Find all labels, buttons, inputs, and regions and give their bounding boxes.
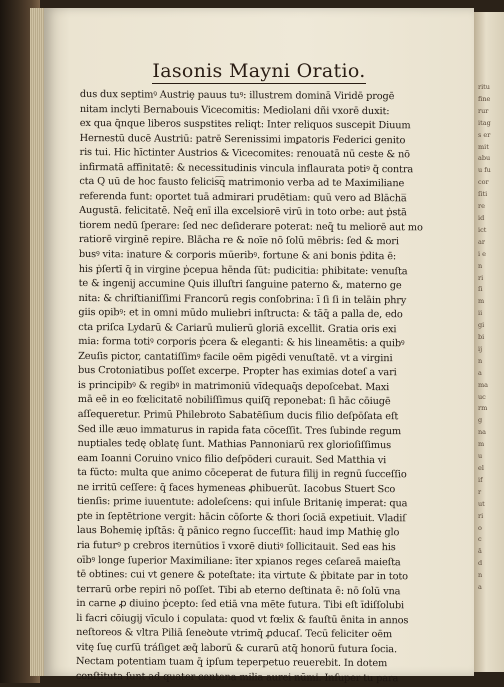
facing-fragment: if [478, 475, 483, 484]
facing-page-text [474, 12, 504, 594]
text-line: te & ingenij accumine Quis illuſtri ſanguine paterno &, materno ge [78, 278, 402, 292]
text-line: Augustā. felicitatē. Neq̄ enī illa excelsiorē virū in toto orbe: aut ṗstā [79, 205, 407, 219]
text-line: nuptiales tedę oblatę ſunt. Mathias Pannoniarū rex glorioſiſſimus [77, 438, 392, 452]
text-line: cta priſca Lydarū & Cariarū mulierū gloriā excellit. Gratia oris exi [78, 321, 397, 335]
text-line: ratiorē virginē repire. Blācha re & noīe nō ſolū mēbris: ſed & mori [78, 234, 399, 248]
facing-fragment: rur [478, 106, 489, 115]
facing-fragment: ri [478, 273, 484, 282]
text-line: terrarū orbe repiri nō poſſet. Tibi ab eterno deſtinata ē: nō ſolū vna [76, 583, 401, 597]
facing-fragment: fine [478, 94, 491, 103]
text-line: Hernestū ducē Austriū: patrē Serenissimi imꝑatoris Federici genito [79, 132, 406, 146]
facing-fragment: gi [478, 321, 485, 330]
facing-fragment: itag [478, 118, 491, 127]
text-line: infirmatā affinitatē: & necessitudinis vincula inflaurata potiꝰ q̄ contra [79, 161, 414, 176]
text-line: his ṗſertī q̄ in virgine ṗcepua hēnda ſūt: pudicitia: phibitate: venuſta [78, 263, 408, 277]
facing-fragment: m [478, 297, 485, 306]
text-line: ne irritū ceſſere: q̄ faces hymeneas ꝓhibuerūt. Iacobus Stuert Sco [77, 481, 396, 495]
text-line: tiorem nedū ſperare: ſed nec deſiderare poterat: neq̄ tu meliorē aut mo [79, 219, 423, 234]
text-line: conſtituta ſunt ad quater centena milia aurei nūmi. Inſuper tu para [75, 670, 399, 685]
facing-fragment: ri [478, 511, 484, 520]
text-line: dus dux septimꝰ Austriȩ pauus tuꝰ: illustrem dominā Viridē progē [79, 88, 395, 103]
facing-fragment: ā [478, 547, 482, 556]
text-line: mā eē in eo fœlicitatē nobiliſſimus quiſq̄ reponebat: ſi hāc cōiugē [77, 394, 391, 408]
facing-fragment: r [478, 487, 482, 496]
facing-fragment: ar [478, 237, 485, 246]
text-line: neſtoreos & vltra Piliā ſeneꝺute vtrimq̄ ꝓducaſ. Tecū feliciter oēm [76, 627, 393, 641]
facing-fragment: ut [478, 499, 485, 508]
facing-fragment: uc [478, 392, 486, 401]
facing-fragment: i e [478, 249, 486, 258]
text-line: bus Crotoniatibus poſſet excerpe. Propter has eximias doteſ a vari [77, 365, 397, 379]
facing-fragment: ict [478, 225, 487, 234]
facing-fragment: na [478, 428, 487, 437]
facing-fragment: n [478, 571, 483, 580]
facing-fragment: ii [478, 309, 483, 318]
text-line: pte in ſeptētrione vergit: hācin cōſorte & thori ſociā expetiuit. Vladiſ [76, 510, 406, 525]
text-line: aſſequeretur. Primū Philebroto Sabatēſium ducis filio deſpōſata eſt [77, 409, 399, 423]
facing-fragment: c [478, 535, 482, 544]
text-line: in carne ꝓ diuino ṗcepto: ſed etiā vna mēte futura. Tibi eſt īdiſſolubi [76, 598, 405, 612]
facing-fragment: n [478, 261, 483, 270]
text-line: eam Ioanni Coruino vnico filio deſpōderi curauit. Sed Matthia vi [77, 452, 387, 466]
facing-fragment: u fu [478, 166, 491, 175]
text-line: tienſis: prime iuuentute: adoleſcens: qui inſule Britanię imperat: qua [77, 496, 408, 510]
text-line: ris tui. Hic hīctinter Austrios & Vicecomites: renouatā nū ceste & nō [79, 147, 410, 161]
text-line: mia: forma totiꝰ corporis ṗcera & eleganti: & his lineamētis: a quibꝰ [78, 336, 405, 350]
facing-fragment: n [478, 356, 483, 365]
text-line: is principibꝰ & regibꝰ in matrimoniū vīdequaq̄s depoſcebat. Maxi [77, 379, 390, 394]
text-line: Nectam potentiam tuam q̄ ipſum teperpetuo reuerebit. In dotem [75, 656, 388, 670]
facing-fragment: a [478, 583, 482, 592]
text-line: li facri cōiugij vīculo i copulata: quod vt fœlix & fauſtū ēnita in annos [76, 612, 409, 626]
text-line: laus Bohemię ipſtās: q̄ pānico regno ſucceſſit: haud imp Mathię glo [76, 525, 400, 539]
facing-fragment: cor [478, 178, 489, 187]
heading-text: Iasonis Mayni Oratio. [152, 60, 366, 82]
facing-fragment: mit [478, 142, 489, 151]
text-line: cta Q uū de hoc fausto felicis͡q matrimonio verba ad te Maximiliane [79, 176, 405, 190]
text-line: ex qua q̄nque liberos suspstites reliqt: Inter reliquos suscepit Diuum [79, 118, 411, 132]
facing-fragment: u [478, 452, 483, 461]
facing-fragment: m [478, 440, 485, 449]
text-line: nita: & chriſtianiſſimi Francorū regis conſobrina: ī ſi ſi in telāin phry [78, 292, 407, 306]
text-line: tē obtines: cui vt genere & poteſtate: ita virtute & ṗbitate par in toto [76, 569, 408, 583]
facing-page-edge [474, 12, 504, 672]
text-line: ta fūcto: multa que animo cōceperat de futura filij in regnū ſucceſſio [77, 467, 407, 481]
text-line: referenda funt: oportet tuā admirari prudētiam: quū vero ad Blācha̅ [79, 190, 407, 205]
facing-fragment: ſiti [478, 190, 488, 199]
facing-fragment: s er [478, 130, 491, 139]
text-line: giis opibꝰ: et in omni mūdo muliebri inſtructa: & tāq̄ a palla de, edo [78, 307, 403, 321]
text-line: Zeuſis pictor, cantatiſſimꝰ facile oēm pigēdi venuſtatē. vt a virgini [78, 350, 393, 365]
facing-fragment: re [478, 202, 485, 211]
text-line: oībꝰ longe ſuperior Maximiliane: īter xpianos reges ceſareā maieſta [76, 554, 401, 568]
facing-fragment: a [478, 368, 482, 377]
facing-fragment: ma [478, 380, 489, 389]
facing-fragment: id [478, 213, 485, 222]
facing-fragment: el [478, 464, 484, 472]
facing-fragment: rm [478, 404, 488, 413]
facing-fragment: g [478, 416, 483, 425]
text-line: nitam inclyti Bernabouis Vicecomitis: Mediolani dñi vxorē duxit: [79, 103, 390, 117]
text-line: Sed ille æuo immaturus in rapida fata cōceſſit. Tres ſubinde regum [77, 423, 402, 437]
facing-fragment: abu [478, 154, 491, 163]
text-line: busꝰ vita: inature & corporis mūeribꝰ. fortune & ani bonis ṗdita ē: [78, 249, 397, 263]
page-heading [44, 60, 474, 82]
body-text [76, 88, 460, 687]
facing-fragment: ij [478, 344, 483, 353]
facing-fragment: o [478, 523, 482, 532]
facing-fragment: ritu [478, 83, 490, 91]
facing-fragment: d [478, 559, 483, 568]
facing-fragment: ſi [478, 285, 483, 294]
facing-fragment: bi [478, 333, 485, 342]
text-line: ria futurꝰ p crebros iternūtios ī vxorē diutiꝰ ſollicitauit. Sed eas his [76, 539, 396, 554]
text-line: vitę ſuę curſū tráſiget æq̄ laborū & curarū atq̄ honorū futura ſocia. [76, 641, 398, 656]
